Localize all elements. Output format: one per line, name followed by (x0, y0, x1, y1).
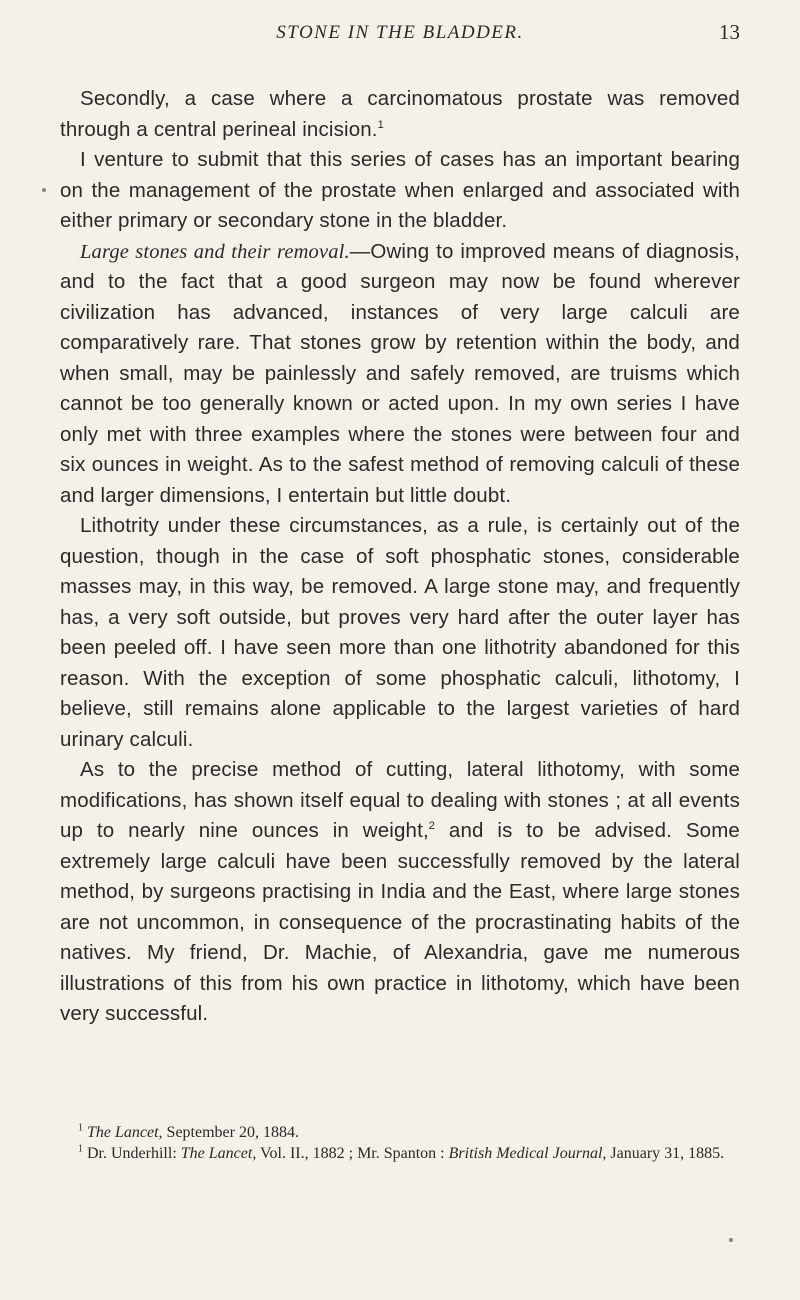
footnote-mark: 1 (78, 1122, 83, 1134)
footnote-underhill (60, 1143, 740, 1164)
footnotes (60, 1122, 740, 1164)
footnote-reference: 2 (428, 820, 436, 833)
paragraph-text: I venture to submit that this series of cases has an important bearing on the management of the prostate when enlarged and associated with either primary or secondary stone in the bladder. (60, 148, 740, 232)
running-title: STONE IN THE BLADDER. (276, 22, 524, 43)
body-text (60, 84, 740, 1030)
paper-speck (42, 188, 46, 192)
footnote-lancet (60, 1122, 740, 1143)
paragraph-text: Lithotrity under these circumstances, as a rule, is certainly out of the question, though in the case of soft phosphatic stones, considerable masses may, in this way, be removed. A large stone may, and frequently has, a very soft outside, but proves very hard after the outer layer has been peeled off. I have seen more than one lithotrity abandoned for this reason. With the exception of some phosphatic calculi, lithotomy, I believe, still remains alone applicable to the largest varieties of hard urinary calculi. (60, 514, 740, 751)
section-heading-large-stones: Large stones and their removal. (80, 240, 350, 263)
footnote-reference: 1 (377, 118, 384, 131)
page-number: 13 (719, 20, 740, 44)
paragraph-carcinomatous-prostate (60, 84, 740, 145)
citation-journal: The Lancet, (180, 1145, 257, 1162)
paragraph-text: Secondly, a case where a carcinomatous prostate was removed through a central perineal incision. (60, 87, 740, 141)
paragraph-large-stones (60, 237, 740, 512)
citation-journal: The Lancet, (87, 1124, 163, 1141)
paragraph-text: As to the precise method of cutting, lateral lithotomy, with some modifications, has shown itself equal to dealing with stones ; at all events up to nearly nine ounces in weight, (60, 758, 740, 842)
citation-details: Vol. II., 1882 ; Mr. Spanton : (256, 1145, 449, 1162)
paper-speck (729, 1238, 733, 1242)
citation-author: Dr. Underhill: (87, 1145, 181, 1162)
paragraph-lateral-lithotomy (60, 755, 740, 1030)
paragraph-text: —Owing to improved means of diagnosis, and to the fact that a good surgeon may now be found wherever civilization has advanced, instances of very large calculi are comparatively rare. That stones grow by retention within the body, and when small, may be painlessly and safely removed, are truisms which cannot be too generally known or acted upon. In my own series I have only met with three examples where the stones were between four and six ounces in weight. As to the safest method of removing calculi of these and larger dimensions, I entertain but little doubt. (60, 239, 740, 507)
paragraph-prostate-management (60, 145, 740, 237)
citation-journal-2: British Medical Journal, (448, 1145, 607, 1162)
footnote-mark: 1 (78, 1143, 83, 1155)
running-head (60, 18, 740, 50)
paragraph-lithotrity (60, 511, 740, 755)
citation-details: September 20, 1884. (162, 1124, 299, 1141)
paragraph-text-continued: and is to be advised. Some extremely large calculi have been successfully removed by the lateral method, by surgeons practising in India and the East, where large stones are not uncommon, in consequence of the procrastinating habits of the natives. My friend, Dr. Machie, of Alexandria, gave me numerous illustrations of this from his own practice in lithotomy, which have been very successful. (60, 819, 740, 1025)
citation-date: January 31, 1885. (606, 1145, 725, 1162)
